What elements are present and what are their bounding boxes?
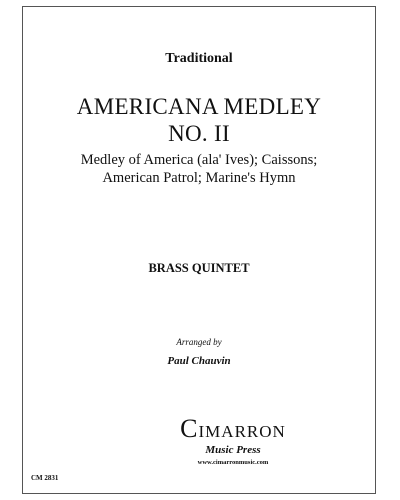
score-title-line-1: AMERICANA MEDLEY	[76, 94, 322, 119]
medley-contents	[23, 151, 375, 187]
arranger-name: Paul Chauvin	[167, 355, 231, 367]
catalog-number: CM 2831	[31, 474, 59, 482]
publisher-logo-name	[173, 414, 293, 443]
publisher-logo-rest: IMARRON	[198, 422, 286, 441]
medley-contents-line-2: American Patrol; Marine's Hymn	[102, 170, 296, 186]
medley-contents-line-1: Medley of America (ala' Ives); Caissons;	[80, 152, 318, 168]
publisher-logo-initial: C	[180, 414, 199, 443]
publisher-website: www.cimarronmusic.com	[197, 459, 269, 466]
publisher-tagline: Music Press	[205, 444, 261, 456]
composer-credit: Traditional	[165, 51, 233, 66]
score-title	[23, 93, 375, 147]
score-title-line-2: NO. II	[168, 121, 230, 146]
publisher-logo	[173, 414, 293, 479]
score-cover-page	[22, 6, 376, 494]
instrumentation-label: BRASS QUINTET	[148, 261, 250, 275]
arranged-by-label: Arranged by	[176, 337, 222, 347]
